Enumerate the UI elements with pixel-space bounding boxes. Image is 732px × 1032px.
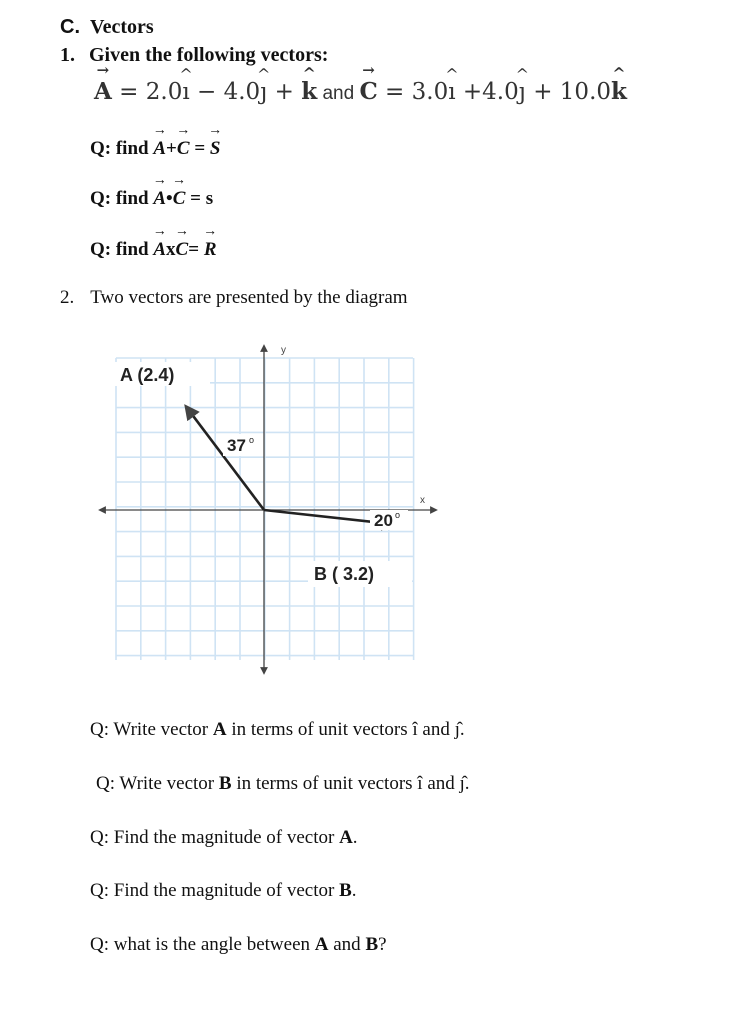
- sub-question-2: [96, 773, 470, 795]
- q1-part-sum-result: → S: [210, 138, 221, 160]
- sub-question-4: [90, 880, 357, 902]
- q1-part-cross-result: → R: [204, 239, 217, 261]
- unit-i-c: ^ ı: [448, 79, 455, 105]
- vector-c-symbol: → C: [359, 78, 377, 105]
- q1-part-dot-v2: → C: [173, 188, 186, 210]
- sub-question-2-pre: Q: Write vector: [96, 773, 219, 794]
- vector-b-label: B ( 3.2): [314, 564, 375, 584]
- sub-question-4-bold: B: [339, 880, 352, 901]
- vector-a-label: A (2.4): [120, 365, 175, 385]
- sub-question-3-pre: Q: Find the magnitude of vector: [90, 827, 340, 848]
- sub-question-1-bold: A: [212, 719, 227, 740]
- q1-part-sum-eq: =: [189, 138, 210, 159]
- sub-question-5-bold2: B: [365, 934, 379, 955]
- eq-c-part1: = 3.0: [377, 79, 449, 105]
- sub-question-3-post: .: [352, 827, 358, 848]
- sub-question-4-pre: Q: Find the magnitude of vector: [90, 880, 340, 901]
- sub-question-4-post: .: [351, 880, 357, 901]
- sub-question-5: [90, 934, 387, 956]
- unit-i-a: ^ ı: [182, 79, 189, 105]
- q1-part-sum-op: +: [166, 138, 177, 159]
- y-axis-label: y: [281, 345, 286, 356]
- section-label: C.: [60, 16, 80, 38]
- q1-part-sum-v1: → A: [153, 138, 166, 160]
- q1-part-cross-v2: → C: [176, 239, 189, 261]
- question-2-text: Two vectors are presented by the diagram: [90, 287, 408, 308]
- q1-part-dot-prefix: Q: find: [90, 188, 154, 209]
- sub-question-1-post: in terms of unit vectors î and ȷ̂.: [226, 719, 465, 740]
- eq-a-part3: +: [267, 79, 302, 105]
- question-1-number: 1.: [60, 44, 75, 66]
- sub-question-5-post: ?: [378, 934, 387, 955]
- q1-part-dot-eq: = s: [185, 188, 214, 209]
- angle-a-label: 37: [227, 436, 246, 455]
- q1-part-cross-eq: =: [188, 239, 204, 260]
- q1-part-dot-v1: → A: [153, 188, 166, 210]
- sub-question-3-bold: A: [339, 827, 353, 848]
- question-1-text: Given the following vectors:: [89, 44, 329, 66]
- sub-question-5-pre: Q: what is the angle between: [90, 934, 315, 955]
- vector-a-symbol: → A: [94, 78, 112, 105]
- q1-part-cross-op: x: [166, 239, 176, 260]
- unit-j-c: ^ ȷ: [519, 79, 526, 105]
- sub-question-3: [90, 827, 358, 849]
- eq-c-part2: +4.0: [455, 79, 519, 105]
- unit-j-a: ^ ȷ: [260, 79, 267, 105]
- eq-a-part2: − 4.0: [189, 79, 261, 105]
- angle-b-label: 20: [374, 511, 393, 530]
- sub-question-2-bold: B: [218, 773, 232, 794]
- vector-a-arrow: [189, 410, 264, 510]
- q1-part-sum-v2: → C: [177, 138, 190, 160]
- angle-a-degree: o: [249, 435, 255, 445]
- sub-question-1: [90, 719, 465, 741]
- sub-question-5-bold: A: [314, 934, 329, 955]
- sub-question-1-pre: Q: Write vector: [90, 719, 213, 740]
- sub-question-5-mid: and: [328, 934, 366, 955]
- eq-a-part1: = 2.0: [111, 79, 183, 105]
- question-2-number: 2.: [60, 287, 75, 308]
- q1-part-cross-prefix: Q: find: [90, 239, 154, 260]
- section-title: Vectors: [90, 16, 154, 38]
- unit-k-a: ^ k: [301, 78, 317, 105]
- q1-part-cross-v1: → A: [153, 239, 166, 261]
- q1-part-dot-op: •: [166, 188, 173, 209]
- eq-and: and: [317, 83, 360, 104]
- sub-question-2-post: in terms of unit vectors î and ȷ̂.: [231, 773, 470, 794]
- x-axis-label: x: [420, 495, 425, 506]
- eq-c-part3: + 10.0: [525, 79, 612, 105]
- q1-part-sum-prefix: Q: find: [90, 138, 154, 159]
- unit-k-c: ^ k: [611, 78, 627, 105]
- angle-b-degree: o: [395, 510, 401, 520]
